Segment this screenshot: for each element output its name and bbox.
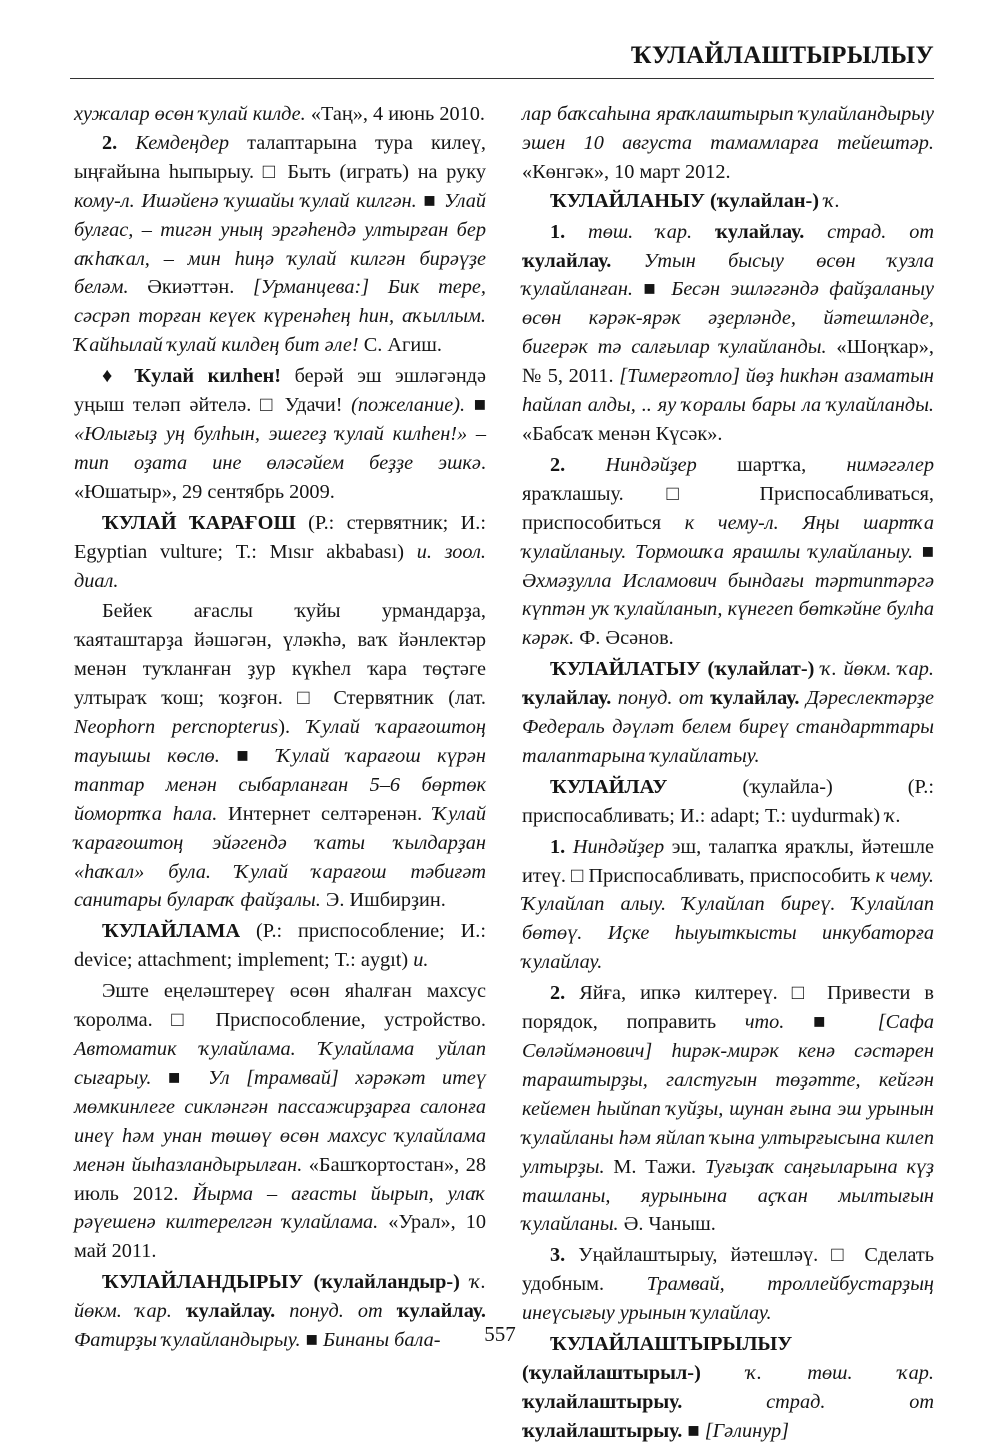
translations: (Р.: приспособление; И.: device; attachment; implement; Т.: aygıt) [74,920,486,972]
entry-kulay-karagosh [74,509,486,596]
right-p1 [522,100,934,187]
sense-number: 2. [102,131,118,154]
entry-kulaylama [74,917,486,975]
italic-text: что. [744,1011,785,1034]
entry-kulaylatyu [522,655,934,771]
example-text: к чему. Ҡулайлап алыу. Ҡулайлап биреү. Ҡулайлап бөтөү. Иҫке һыуыткысты инкубаторға ҡулайлау. [522,864,935,974]
definition-text: Эште еңеләштереү өсөн яһалған махсус ҡоролма. □ Приспособление, устройство. [74,980,486,1032]
grammar-label: и. [413,949,429,972]
citation: «Таң», 4 июнь 2010. [305,103,486,125]
example-text: [Тимерғотло] йөҙ һикһән азаматын һайлап алды, .. яу ҡоралы бары ла ҡулайланды. [522,365,934,417]
citation: «Башҡортостан», 28 июль 2012. [74,1153,487,1205]
cross-reference: ҡулайлау. [522,249,644,272]
example-text: «Юлығыҙ уң булһын, эшегеҙ ҡулай килһен!» – тип оҙата ине өләсәйем беҙҙе эшкә [74,422,486,474]
italic-text: Ниндәйҙер [565,835,665,858]
italic-text: Ниндәйҙер [565,453,697,476]
right-p8 [522,979,934,1239]
example-text: Трамвай, троллейбустарҙың инеүсығыу урынын ҡулайлау. [522,1273,934,1325]
stem: (ҡулайлан-) [704,189,825,212]
sense-number: 2. [550,453,566,476]
citation: . «Юшатыр», 29 сентябрь 2009. [74,451,486,503]
stem: (ҡулайландыр-) [303,1271,471,1294]
cross-reference: ҡулайлау. [382,1300,486,1323]
sense-number: 1. [550,835,566,858]
citation: Ф. Әсәнов. [574,627,674,650]
citation: «Бабсаҡ менән Күсәк». [522,422,723,445]
example-text: Утын бысыу өсөн ҡузла ҡулайланған. [522,249,935,301]
square-marker: ■ [300,1329,323,1352]
citation: «Урал», 10 май 2011. [74,1211,486,1263]
entry-headword: ҠУЛАЙ ҠАРАҒОШ [102,511,296,534]
grammar-label: и. зоол. диал. [74,540,486,592]
example-text: Ҡулай ҡарағоштоң тауышы көслө. [74,716,486,767]
example-text: Ул [трамвай] хәрәкәт итеү мөмкинлеге сикләнгән пассажирҙарға салонға инеү һәм унан төшөү өсөн махсус ҡулайлама менән йыһазландырылған. [74,1066,486,1176]
definition-text: шартҡа, [696,453,847,476]
cross-reference: ҡулайлау. [522,687,618,710]
definition-text: Яйға, ипкә килтереү. □ Привести в порядок, поправить [522,982,934,1034]
citation: «Шоңҡар», № 5, 2011. [522,336,934,388]
example-text: к чему-л. Яңы шартҡа ҡулайланыу. Тормошҡа ярашлы ҡулайланыу. [522,511,934,563]
entry-headword: ҠУЛАЙЛАШТЫРЫЛЫУ [550,1333,793,1356]
example-text: кому-л. Ишәйенә ҡушайы ҡулай килгән. [74,189,417,212]
running-head: ҠУЛАЙЛАШТЫРЫЛЫУ [630,42,934,69]
right-column [522,100,934,1446]
entry-headword: ҠУЛАЙЛАТЫУ [550,658,701,681]
stem: (ҡулайлаштырыл-) [522,1361,747,1384]
punctuation: ). [278,716,307,739]
right-p3 [522,218,934,449]
entry-headword: ҠУЛАЙЛАМА [102,920,241,943]
grammar-label: понуд. от [289,1300,383,1323]
sense-number: 2. [550,982,566,1005]
page-number: 557 [484,1322,516,1346]
example-text: Бинаны бала- [322,1329,441,1352]
definition-text: яраҡлашыу. □ Приспосабливаться, приспособиться [522,482,934,534]
italic-text: нимәгәлер [846,453,934,476]
left-p3 [74,362,486,507]
left-column [74,100,486,1355]
translations: (ҡулайла-) (Р.: приспосабливать; И.: adapt; Т.: uydurmak) [522,775,934,827]
grammar-label: страд. от [827,220,934,243]
grammar-label: ҡ. төш. ҡар. [746,1361,934,1384]
square-marker: ■ [784,1011,878,1034]
cross-reference: ҡулайлау. [692,220,828,243]
right-p4 [522,451,934,653]
example-text: Йырма – ағасты йырып, улаҡ рәүешенә килтерелгән ҡулайлама. [74,1182,486,1234]
italic-text: Кемдеңдер [117,131,229,154]
citation: Ә. Чаныш. [618,1213,716,1236]
square-marker: ■ [913,540,934,563]
left-p5 [74,597,486,915]
citation: С. Агиш. [358,334,442,357]
example-text: Ҡулай ҡарағоштоң эйәгендә ҡаты ҡылдарҙан «һаҡал» була. Ҡулай ҡарағош тәбиғәт санитары булараҡ файҙалы. [74,802,486,912]
cross-reference: ҡулайлау. [703,687,806,710]
example-text: [Гәлинур] [704,1419,789,1442]
entry-kulaylashtyrylyu [522,1330,934,1446]
latin-name: Neophorn percnopterus [74,716,279,739]
grammar-label: ҡ. [824,189,840,212]
left-p1 [74,100,486,129]
example-text: [Сафа Сөләймәнович] һирәк-мирәк кенә сәстәрен тараштырҙы, галстугын төҙәтте, кейгән кейемен һыйпап ҡуйҙы, шунан ғына эш урынын ҡулайланы һәм яйлап ҡына ултырғысына килеп ултырҙы. [522,1011,934,1178]
example-text: [Урманцева:] Бик тере, сәсрәп торған кеүек күренәһең һин, аҡыллым. Ҡайһылай ҡулай килдең бит әле! [74,276,486,357]
grammar-label: понуд. от [617,687,704,710]
example-text: Улай булғас, – тигән уның эргәһендә ултырған бер аҡһаҡал, – мин һиңә ҡулай килгән бирәүҙе беләм. [74,189,486,299]
left-p7 [74,977,486,1266]
grammar-label: төш. ҡар. [565,220,693,243]
cross-reference: ҡулайлаштырыу. [522,1390,767,1413]
citation: Э. Ишбирҙин. [320,889,446,912]
italic-text: (пожелание). [351,394,466,417]
example-text: Бесән эшләгәндә файҙаланыу өсөн кәрәк-ярәк әҙерләнде, йәтешләнде, бигерәк тә салғылар ҡулайланды. [522,278,934,359]
left-p2 [74,129,486,360]
grammar-label: ҡ. [885,804,901,827]
example-text: Дәреслектәрҙе Федераль дәүләт белем биреү стандарттары талаптарына ҡулайлатыу. [522,687,934,767]
citation: «Көнгәк», 10 март 2012. [522,160,731,183]
entry-headword: ҠУЛАЙЛАУ [550,775,668,798]
diamond-marker: ♦ [102,365,135,388]
header-rule [70,78,934,79]
example-text: Ҡулай ҡарағош күрән таптар менән сыбарланған 5–6 бөртөк йомортҡа һала. [74,744,486,825]
definition-text: Уңайлаштырыу, йәтешләү. □ Сделать удобным. [522,1244,934,1296]
definition-text: эш, талапҡа яраҡлы, йәтешле итеү. □ Приспосабливать, приспособить [522,835,934,887]
example-text: Туғыҙаҡ саңғыларына күҙ ташланы, яурынына аҫҡан мылтығын ҡулайланы. [522,1155,934,1236]
sense-number: 1. [550,220,566,243]
entry-kulaylanyu [522,187,934,216]
example-text: Автоматик ҡулайлама. Ҡулайлама уйлап сығарыу. [74,1038,486,1089]
translations: (Р.: стервятник; И.: Egyptian vulture; Т.: Mısır akbabası) [74,511,486,563]
definition-text: берәй эш эшләгәндә уңыш теләп әйтелә. □ Удачи! [74,365,486,417]
right-p9 [522,1241,934,1328]
citation: М. Тажи. [604,1155,705,1178]
example-text: Фатирҙы ҡулайландырыу. [74,1329,301,1352]
idiom-headword: Ҡулай килһен! [134,365,282,388]
example-text: лар баҡсаһына яраҡлаштырып ҡулайландырыу эшен 10 августа тамамларға тейештәр. [522,103,934,154]
stem: (ҡулайлат-) [700,658,822,681]
right-p7 [522,833,934,978]
grammar-label: ҡ. йөкм. ҡар. [74,1271,486,1323]
entry-headword: ҠУЛАЙЛАНДЫРЫУ [102,1271,304,1294]
square-marker: ■ [633,278,672,301]
entry-kulaylau [522,773,934,831]
sense-number: 3. [550,1244,566,1267]
definition-text: талаптарына тура килеү, ыңғайына һыпырыу. □ Быть (играть) на руку [74,131,486,183]
cross-reference: ҡулайлаштырыу. [522,1419,683,1442]
example-text: хужалар өсөн ҡулай килде. [74,103,306,125]
example-text: Әхмәҙулла Исламович бындағы тәртиптәргә күптән уҡ ҡулайланып, күнегеп бөткәйне булһа кәрәк. [522,569,934,650]
grammar-label: ҡ. йөкм. ҡар. [821,658,934,681]
grammar-label: страд. от [766,1390,934,1413]
square-marker: ■ [219,744,277,767]
square-marker: ■ [416,189,444,212]
square-marker: ■ [682,1419,705,1442]
citation: Интернет селтәренән. [217,802,433,825]
square-marker: ■ [151,1066,209,1089]
entry-headword: ҠУЛАЙЛАНЫУ [550,189,705,212]
citation: Әкиәттән. [128,276,253,299]
cross-reference: ҡулайлау. [171,1300,290,1323]
square-marker: ■ [465,394,486,417]
definition-text: Бейек ағаслы ҡуйы урмандарҙа, ҡаяташтарҙа йәшәгән, үләкһә, ваҡ йәнлектәр менән туҡланған ҙур күкһел ҡара төҫтәге ултыраҡ ҡош; ҡоҙғон. □ Стервятник (лат. [74,600,486,710]
